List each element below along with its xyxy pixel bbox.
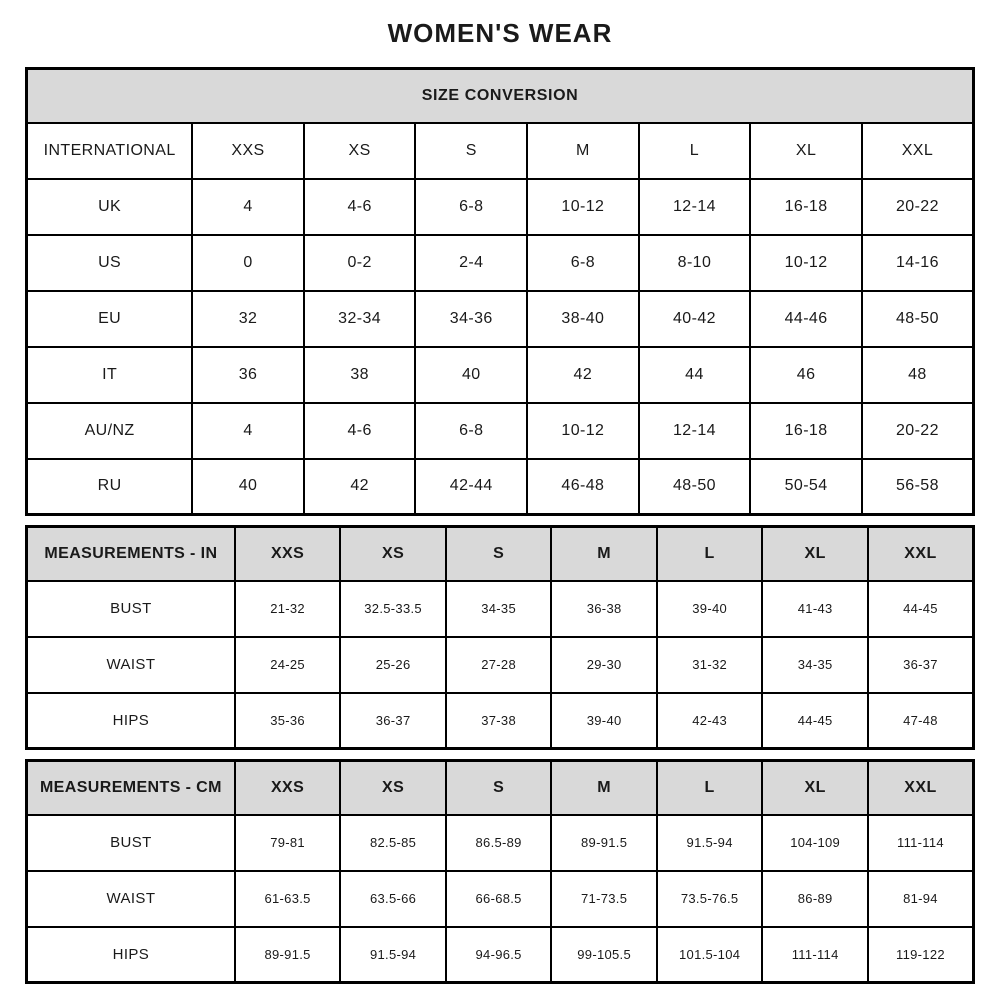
table-row [27, 871, 974, 927]
table-cell: 47-48 [868, 693, 974, 749]
table-cell: 48 [862, 347, 974, 403]
table-cell: 32-34 [304, 291, 416, 347]
table-cell: 35-36 [235, 693, 341, 749]
column-header: XXS [192, 123, 304, 179]
table-cell: 48-50 [639, 459, 751, 515]
table-cell: 20-22 [862, 179, 974, 235]
table-cell: 81-94 [868, 871, 974, 927]
table-cell: 10-12 [750, 235, 862, 291]
table-cell: 10-12 [527, 179, 639, 235]
measurements-cm-table [25, 759, 975, 984]
table-row [27, 637, 974, 693]
table-row [27, 179, 974, 235]
table-cell: 111-114 [868, 815, 974, 871]
table-cell: 50-54 [750, 459, 862, 515]
table-cell: 0 [192, 235, 304, 291]
table-row [27, 581, 974, 637]
column-header: MEASUREMENTS - CM [27, 761, 235, 815]
row-label: WAIST [27, 637, 235, 693]
row-label: US [27, 235, 193, 291]
table-row [27, 235, 974, 291]
column-header: S [446, 527, 552, 581]
row-label: UK [27, 179, 193, 235]
table-cell: 0-2 [304, 235, 416, 291]
table-cell: 36-38 [551, 581, 657, 637]
table-cell: 91.5-94 [657, 815, 763, 871]
table-cell: 41-43 [762, 581, 868, 637]
table-cell: 89-91.5 [235, 927, 341, 983]
column-header: XXL [862, 123, 974, 179]
table-cell: 104-109 [762, 815, 868, 871]
row-label: RU [27, 459, 193, 515]
table-cell: 56-58 [862, 459, 974, 515]
table-cell: 91.5-94 [340, 927, 446, 983]
table-cell: 40-42 [639, 291, 751, 347]
table-cell: 38 [304, 347, 416, 403]
table-cell: 63.5-66 [340, 871, 446, 927]
column-header: M [527, 123, 639, 179]
table-cell: 101.5-104 [657, 927, 763, 983]
table-cell: 16-18 [750, 403, 862, 459]
table-cell: 42-44 [415, 459, 527, 515]
row-label: IT [27, 347, 193, 403]
table-row [27, 815, 974, 871]
column-header: L [657, 527, 763, 581]
row-label: EU [27, 291, 193, 347]
row-label: BUST [27, 815, 235, 871]
row-label: HIPS [27, 927, 235, 983]
table-cell: 32 [192, 291, 304, 347]
table-cell: 94-96.5 [446, 927, 552, 983]
table-cell: 36 [192, 347, 304, 403]
table-cell: 6-8 [527, 235, 639, 291]
table-cell: 4 [192, 179, 304, 235]
measurements-in-column-header-row [27, 527, 974, 581]
table-cell: 37-38 [446, 693, 552, 749]
table-cell: 8-10 [639, 235, 751, 291]
table-cell: 46 [750, 347, 862, 403]
table-cell: 111-114 [762, 927, 868, 983]
table-row [27, 927, 974, 983]
table-cell: 40 [192, 459, 304, 515]
column-header: XS [304, 123, 416, 179]
table-cell: 20-22 [862, 403, 974, 459]
column-header: S [415, 123, 527, 179]
table-cell: 44 [639, 347, 751, 403]
column-header: L [657, 761, 763, 815]
table-cell: 48-50 [862, 291, 974, 347]
table-cell: 89-91.5 [551, 815, 657, 871]
table-cell: 73.5-76.5 [657, 871, 763, 927]
table-cell: 46-48 [527, 459, 639, 515]
table-cell: 39-40 [657, 581, 763, 637]
size-conversion-banner: SIZE CONVERSION [27, 69, 974, 123]
table-cell: 86-89 [762, 871, 868, 927]
row-label: BUST [27, 581, 235, 637]
table-cell: 34-35 [446, 581, 552, 637]
table-cell: 61-63.5 [235, 871, 341, 927]
column-header: XL [750, 123, 862, 179]
table-cell: 99-105.5 [551, 927, 657, 983]
table-cell: 16-18 [750, 179, 862, 235]
table-cell: 12-14 [639, 179, 751, 235]
measurements-cm-column-header-row [27, 761, 974, 815]
column-header: M [551, 761, 657, 815]
table-cell: 42-43 [657, 693, 763, 749]
table-cell: 4-6 [304, 179, 416, 235]
row-label: HIPS [27, 693, 235, 749]
column-header: XXS [235, 761, 341, 815]
table-cell: 36-37 [868, 637, 974, 693]
table-cell: 14-16 [862, 235, 974, 291]
table-cell: 32.5-33.5 [340, 581, 446, 637]
row-label: AU/NZ [27, 403, 193, 459]
table-cell: 82.5-85 [340, 815, 446, 871]
column-header: XXL [868, 527, 974, 581]
table-cell: 42 [304, 459, 416, 515]
table-cell: 27-28 [446, 637, 552, 693]
measurements-in-table [25, 525, 975, 750]
table-cell: 4-6 [304, 403, 416, 459]
column-header: M [551, 527, 657, 581]
column-header: XL [762, 761, 868, 815]
table-cell: 10-12 [527, 403, 639, 459]
table-cell: 39-40 [551, 693, 657, 749]
table-cell: 119-122 [868, 927, 974, 983]
table-cell: 71-73.5 [551, 871, 657, 927]
table-cell: 86.5-89 [446, 815, 552, 871]
size-conversion-column-header-row [27, 123, 974, 179]
table-cell: 31-32 [657, 637, 763, 693]
column-header: MEASUREMENTS - IN [27, 527, 235, 581]
table-cell: 29-30 [551, 637, 657, 693]
table-cell: 34-35 [762, 637, 868, 693]
column-header: INTERNATIONAL [27, 123, 193, 179]
row-label: WAIST [27, 871, 235, 927]
table-cell: 24-25 [235, 637, 341, 693]
table-row [27, 403, 974, 459]
column-header: XL [762, 527, 868, 581]
table-cell: 44-45 [868, 581, 974, 637]
column-header: XS [340, 761, 446, 815]
table-cell: 40 [415, 347, 527, 403]
column-header: XS [340, 527, 446, 581]
size-conversion-table [25, 67, 975, 516]
table-cell: 25-26 [340, 637, 446, 693]
table-row [27, 693, 974, 749]
table-cell: 2-4 [415, 235, 527, 291]
column-header: XXS [235, 527, 341, 581]
table-cell: 12-14 [639, 403, 751, 459]
table-cell: 44-45 [762, 693, 868, 749]
table-row [27, 291, 974, 347]
table-row [27, 459, 974, 515]
page-title: WOMEN'S WEAR [387, 18, 613, 48]
table-cell: 36-37 [340, 693, 446, 749]
table-row [27, 347, 974, 403]
table-cell: 34-36 [415, 291, 527, 347]
table-cell: 6-8 [415, 179, 527, 235]
table-cell: 66-68.5 [446, 871, 552, 927]
table-cell: 79-81 [235, 815, 341, 871]
table-cell: 21-32 [235, 581, 341, 637]
table-cell: 38-40 [527, 291, 639, 347]
column-header: L [639, 123, 751, 179]
table-cell: 4 [192, 403, 304, 459]
table-cell: 42 [527, 347, 639, 403]
column-header: XXL [868, 761, 974, 815]
column-header: S [446, 761, 552, 815]
table-cell: 44-46 [750, 291, 862, 347]
table-cell: 6-8 [415, 403, 527, 459]
